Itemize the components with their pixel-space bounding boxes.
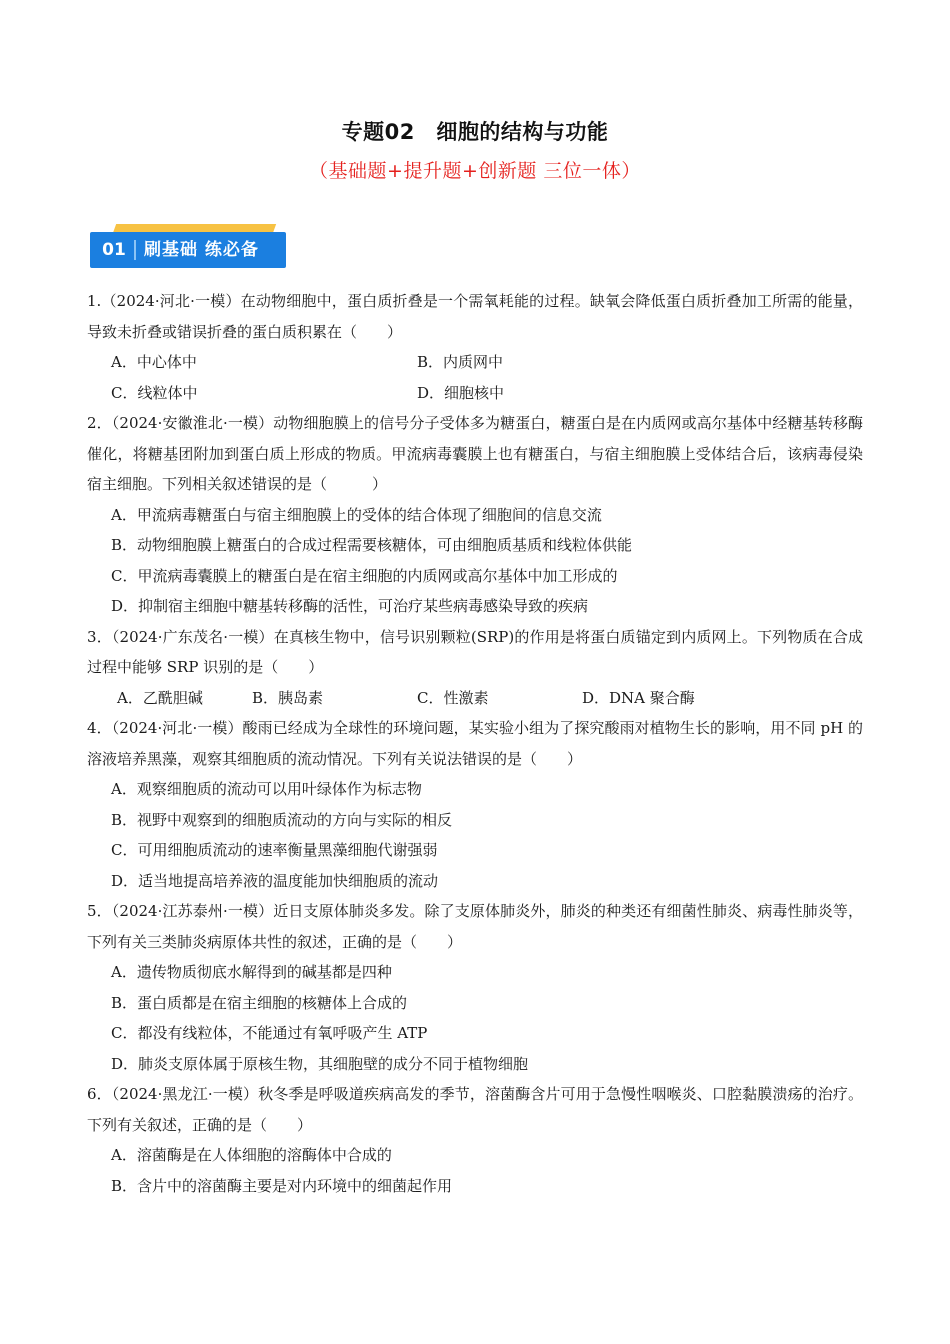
question-stem: 4．（2024·河北·一模）酸雨已经成为全球性的环境问题，某实验小组为了探究酸雨对植物生长的影响，用不同 pH 的溶液培养黑藻，观察其细胞质的流动情况。下列有关说法错误的是（ ） — [87, 719, 863, 768]
question-list — [87, 286, 863, 1201]
option-c: C．甲流病毒囊膜上的糖蛋白是在宿主细胞的内质网或高尔基体中加工形成的 — [111, 566, 618, 585]
option-a: A．溶菌酶是在人体细胞的溶酶体中合成的 — [111, 1146, 392, 1164]
section-label: 刷基础 练必备 — [144, 240, 259, 260]
option-row — [87, 683, 863, 714]
question-stem: 5．（2024·江苏泰州·一模）近日支原体肺炎多发。除了支原体肺炎外，肺炎的种类还有细菌性肺炎、病毒性肺炎等，下列有关三类肺炎病原体共性的叙述，正确的是（ ） — [87, 902, 863, 951]
question-stem: 2．（2024·安徽淮北·一模）动物细胞膜上的信号分子受体多为糖蛋白，糖蛋白是在内质网或高尔基体中经糖基转移酶催化，将糖基团附加到蛋白质上形成的物质。甲流病毒囊膜上也有糖蛋白，与宿主细胞膜上受体结合后，该病毒侵染宿主细胞。下列相关叙述错误的是（ ） — [87, 414, 863, 493]
option-b: B．内质网中 — [417, 353, 504, 371]
option-c: C．可用细胞质流动的速率衡量黑藻细胞代谢强弱 — [111, 841, 438, 859]
option-b: B．含片中的溶菌酶主要是对内环境中的细菌起作用 — [111, 1176, 453, 1195]
banner-divider — [134, 240, 136, 260]
option-d: D．抑制宿主细胞中糖基转移酶的活性，可治疗某些病毒感染导致的疾病 — [111, 597, 589, 615]
option-a: A．中心体中 — [111, 353, 197, 371]
option-row — [87, 378, 863, 409]
question-2 — [87, 408, 863, 622]
question-stem: 1.（2024·河北·一模）在动物细胞中，蛋白质折叠是一个需氧耗能的过程。缺氧会降低蛋白质折叠加工所需的能量，导致未折叠或错误折叠的蛋白质积累在（ ） — [87, 292, 863, 341]
option-c: C．性激素 — [417, 688, 489, 707]
page-subtitle: （基础题+提升题+创新题 三位一体） — [309, 160, 641, 182]
option-d: D．细胞核中 — [417, 383, 505, 402]
option-a: A．遗传物质彻底水解得到的碱基都是四种 — [111, 963, 392, 981]
option-a: A．甲流病毒糖蛋白与宿主细胞膜上的受体的结合体现了细胞间的信息交流 — [111, 505, 602, 524]
question-3 — [87, 622, 863, 714]
option-b: B．蛋白质都是在宿主细胞的核糖体上合成的 — [111, 993, 408, 1012]
section-banner — [88, 224, 288, 272]
question-4 — [87, 713, 863, 896]
section-number: 01 — [102, 240, 126, 260]
question-1 — [87, 286, 863, 408]
option-c: C．线粒体中 — [111, 383, 198, 402]
option-b: B．视野中观察到的细胞质流动的方向与实际的相反 — [111, 810, 453, 829]
option-d: D．肺炎支原体属于原核生物，其细胞壁的成分不同于植物细胞 — [111, 1054, 529, 1073]
question-5 — [87, 896, 863, 1079]
page-title: 专题02 细胞的结构与功能 — [341, 120, 609, 144]
question-stem: 6．（2024·黑龙江·一模）秋冬季是呼吸道疾病高发的季节，溶菌酶含片可用于急慢性咽喉炎、口腔黏膜溃疡的治疗。下列有关叙述，正确的是（ ） — [87, 1085, 863, 1134]
option-a: A．乙酰胆碱 — [117, 688, 203, 707]
question-stem: 3．（2024·广东茂名·一模）在真核生物中，信号识别颗粒(SRP)的作用是将蛋白质锚定到内质网上。下列物质在合成过程中能够 SRP 识别的是（ ） — [87, 627, 863, 676]
question-6 — [87, 1079, 863, 1201]
option-a: A．观察细胞质的流动可以用叶绿体作为标志物 — [111, 780, 422, 798]
option-row — [87, 347, 863, 378]
option-b: B．胰岛素 — [252, 688, 324, 707]
option-d: D．适当地提高培养液的温度能加快细胞质的流动 — [111, 871, 439, 890]
option-c: C．都没有线粒体，不能通过有氧呼吸产生 ATP — [111, 1024, 428, 1042]
option-d: D．DNA 聚合酶 — [582, 688, 695, 707]
option-b: B．动物细胞膜上糖蛋白的合成过程需要核糖体，可由细胞质基质和线粒体供能 — [111, 536, 633, 554]
